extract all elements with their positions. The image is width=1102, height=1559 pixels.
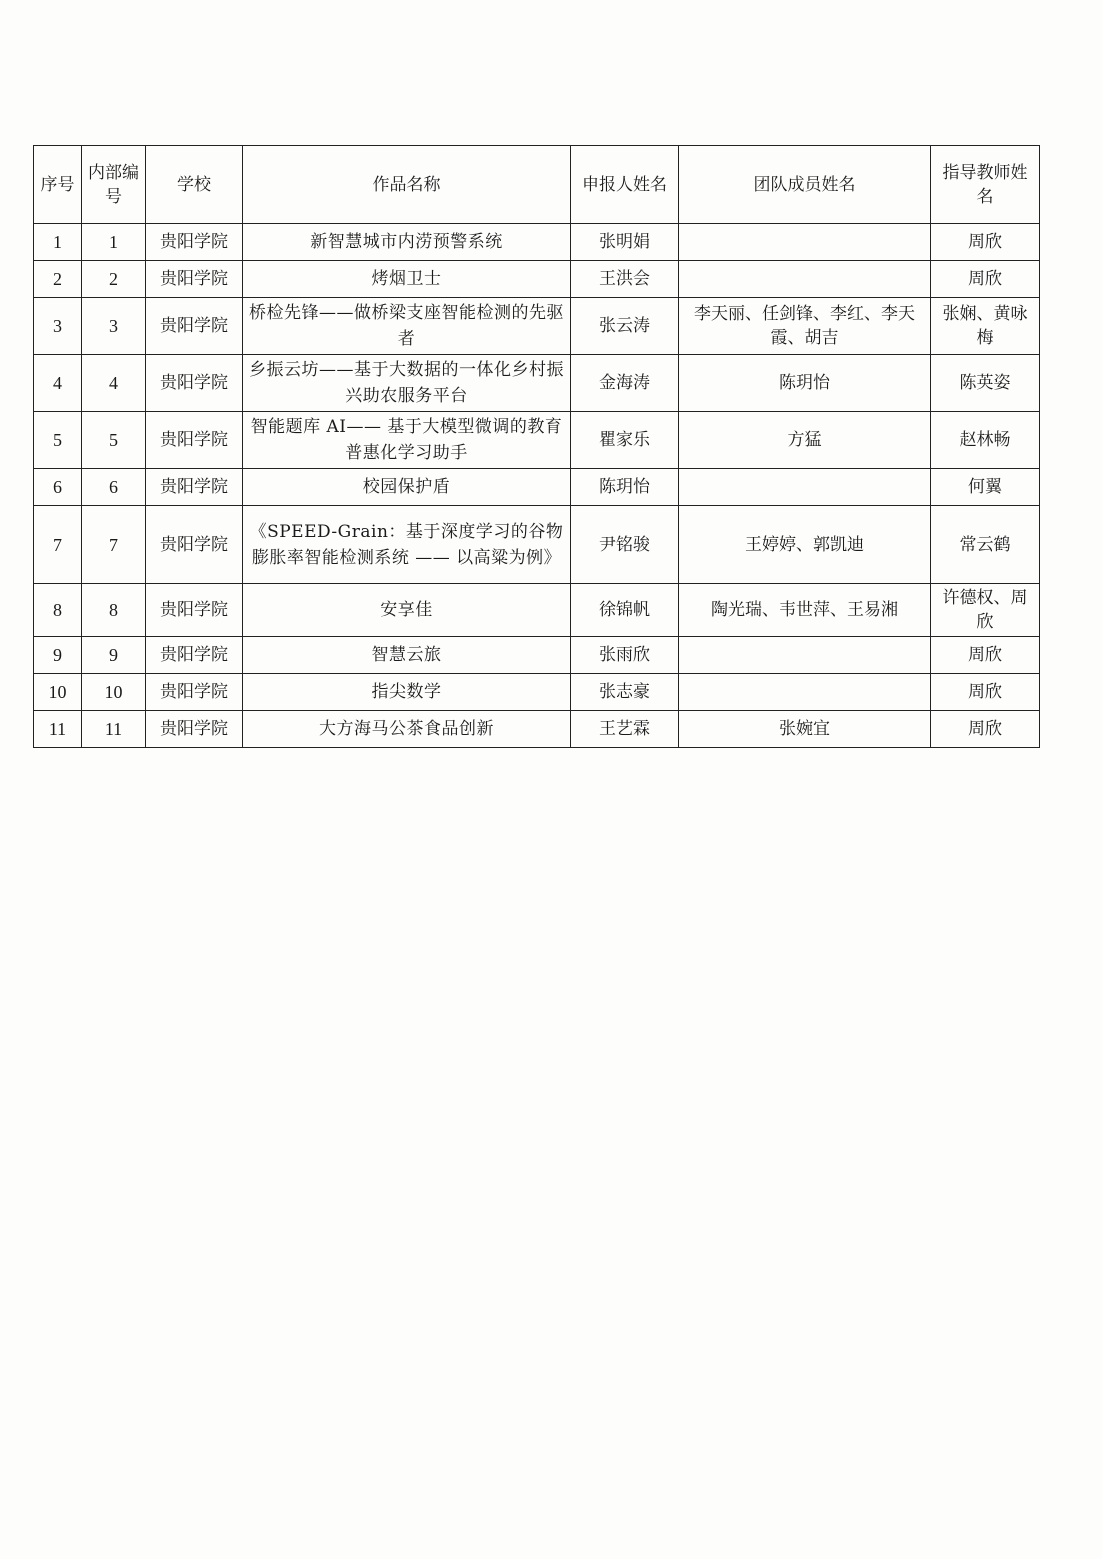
header-project-title: 作品名称	[243, 146, 571, 224]
table-row	[34, 506, 1040, 584]
code-cell: 2	[82, 261, 146, 298]
school-cell: 贵阳学院	[146, 584, 243, 637]
table-row	[34, 298, 1040, 355]
seq-cell: 9	[34, 637, 82, 674]
code-cell: 1	[82, 224, 146, 261]
school-cell: 贵阳学院	[146, 506, 243, 584]
advisor-cell: 常云鹤	[931, 506, 1040, 584]
seq-cell: 8	[34, 584, 82, 637]
title-cell: 指尖数学	[243, 674, 571, 711]
code-cell: 4	[82, 355, 146, 412]
applicant-cell: 陈玥怡	[571, 469, 679, 506]
seq-cell: 5	[34, 412, 82, 469]
advisor-cell: 何翼	[931, 469, 1040, 506]
header-team-members: 团队成员姓名	[679, 146, 931, 224]
school-cell: 贵阳学院	[146, 224, 243, 261]
advisor-cell: 张娴、黄咏梅	[931, 298, 1040, 355]
applicant-cell: 张志豪	[571, 674, 679, 711]
advisor-cell: 周欣	[931, 674, 1040, 711]
advisor-cell: 赵林畅	[931, 412, 1040, 469]
advisor-cell: 陈英姿	[931, 355, 1040, 412]
seq-cell: 11	[34, 711, 82, 748]
seq-cell: 10	[34, 674, 82, 711]
title-cell: 乡振云坊——基于大数据的一体化乡村振兴助农服务平台	[243, 355, 571, 412]
members-cell	[679, 224, 931, 261]
seq-cell: 7	[34, 506, 82, 584]
title-cell: 新智慧城市内涝预警系统	[243, 224, 571, 261]
applicant-cell: 张雨欣	[571, 637, 679, 674]
seq-cell: 6	[34, 469, 82, 506]
table-row	[34, 355, 1040, 412]
school-cell: 贵阳学院	[146, 261, 243, 298]
members-cell: 李天丽、任剑锋、李红、李天霞、胡吉	[679, 298, 931, 355]
header-seq: 序号	[34, 146, 82, 224]
table-row	[34, 711, 1040, 748]
seq-cell: 4	[34, 355, 82, 412]
project-roster-table	[33, 145, 1040, 748]
members-cell: 陶光瑞、韦世萍、王易湘	[679, 584, 931, 637]
members-cell: 张婉宜	[679, 711, 931, 748]
code-cell: 6	[82, 469, 146, 506]
advisor-cell: 周欣	[931, 261, 1040, 298]
advisor-cell: 周欣	[931, 637, 1040, 674]
members-cell	[679, 674, 931, 711]
table-row	[34, 261, 1040, 298]
applicant-cell: 张云涛	[571, 298, 679, 355]
table-header-row	[34, 146, 1040, 224]
advisor-cell: 许德权、周欣	[931, 584, 1040, 637]
school-cell: 贵阳学院	[146, 637, 243, 674]
seq-cell: 3	[34, 298, 82, 355]
table-row	[34, 224, 1040, 261]
school-cell: 贵阳学院	[146, 412, 243, 469]
applicant-cell: 张明娟	[571, 224, 679, 261]
table-row	[34, 674, 1040, 711]
header-applicant: 申报人姓名	[571, 146, 679, 224]
title-cell: 校园保护盾	[243, 469, 571, 506]
title-cell: 智慧云旅	[243, 637, 571, 674]
advisor-cell: 周欣	[931, 224, 1040, 261]
table-row	[34, 637, 1040, 674]
applicant-cell: 徐锦帆	[571, 584, 679, 637]
members-cell: 方猛	[679, 412, 931, 469]
table-row	[34, 412, 1040, 469]
header-advisor: 指导教师姓名	[931, 146, 1040, 224]
advisor-cell: 周欣	[931, 711, 1040, 748]
seq-cell: 2	[34, 261, 82, 298]
members-cell: 陈玥怡	[679, 355, 931, 412]
title-cell: 智能题库 AI—— 基于大模型微调的教育普惠化学习助手	[243, 412, 571, 469]
seq-cell: 1	[34, 224, 82, 261]
applicant-cell: 王艺霖	[571, 711, 679, 748]
title-cell: 烤烟卫士	[243, 261, 571, 298]
title-cell: 大方海马公茶食品创新	[243, 711, 571, 748]
school-cell: 贵阳学院	[146, 674, 243, 711]
code-cell: 9	[82, 637, 146, 674]
table-row	[34, 584, 1040, 637]
title-cell: 桥检先锋——做桥梁支座智能检测的先驱者	[243, 298, 571, 355]
school-cell: 贵阳学院	[146, 711, 243, 748]
applicant-cell: 金海涛	[571, 355, 679, 412]
code-cell: 11	[82, 711, 146, 748]
school-cell: 贵阳学院	[146, 355, 243, 412]
title-cell: 《SPEED-Grain：基于深度学习的谷物膨胀率智能检测系统 —— 以高粱为例》	[243, 506, 571, 584]
applicant-cell: 尹铭骏	[571, 506, 679, 584]
title-cell: 安享佳	[243, 584, 571, 637]
members-cell: 王婷婷、郭凯迪	[679, 506, 931, 584]
header-school: 学校	[146, 146, 243, 224]
members-cell	[679, 261, 931, 298]
applicant-cell: 瞿家乐	[571, 412, 679, 469]
table-row	[34, 469, 1040, 506]
code-cell: 3	[82, 298, 146, 355]
header-internal-code: 内部编号	[82, 146, 146, 224]
code-cell: 8	[82, 584, 146, 637]
code-cell: 5	[82, 412, 146, 469]
school-cell: 贵阳学院	[146, 469, 243, 506]
code-cell: 7	[82, 506, 146, 584]
members-cell	[679, 469, 931, 506]
applicant-cell: 王洪会	[571, 261, 679, 298]
code-cell: 10	[82, 674, 146, 711]
school-cell: 贵阳学院	[146, 298, 243, 355]
members-cell	[679, 637, 931, 674]
